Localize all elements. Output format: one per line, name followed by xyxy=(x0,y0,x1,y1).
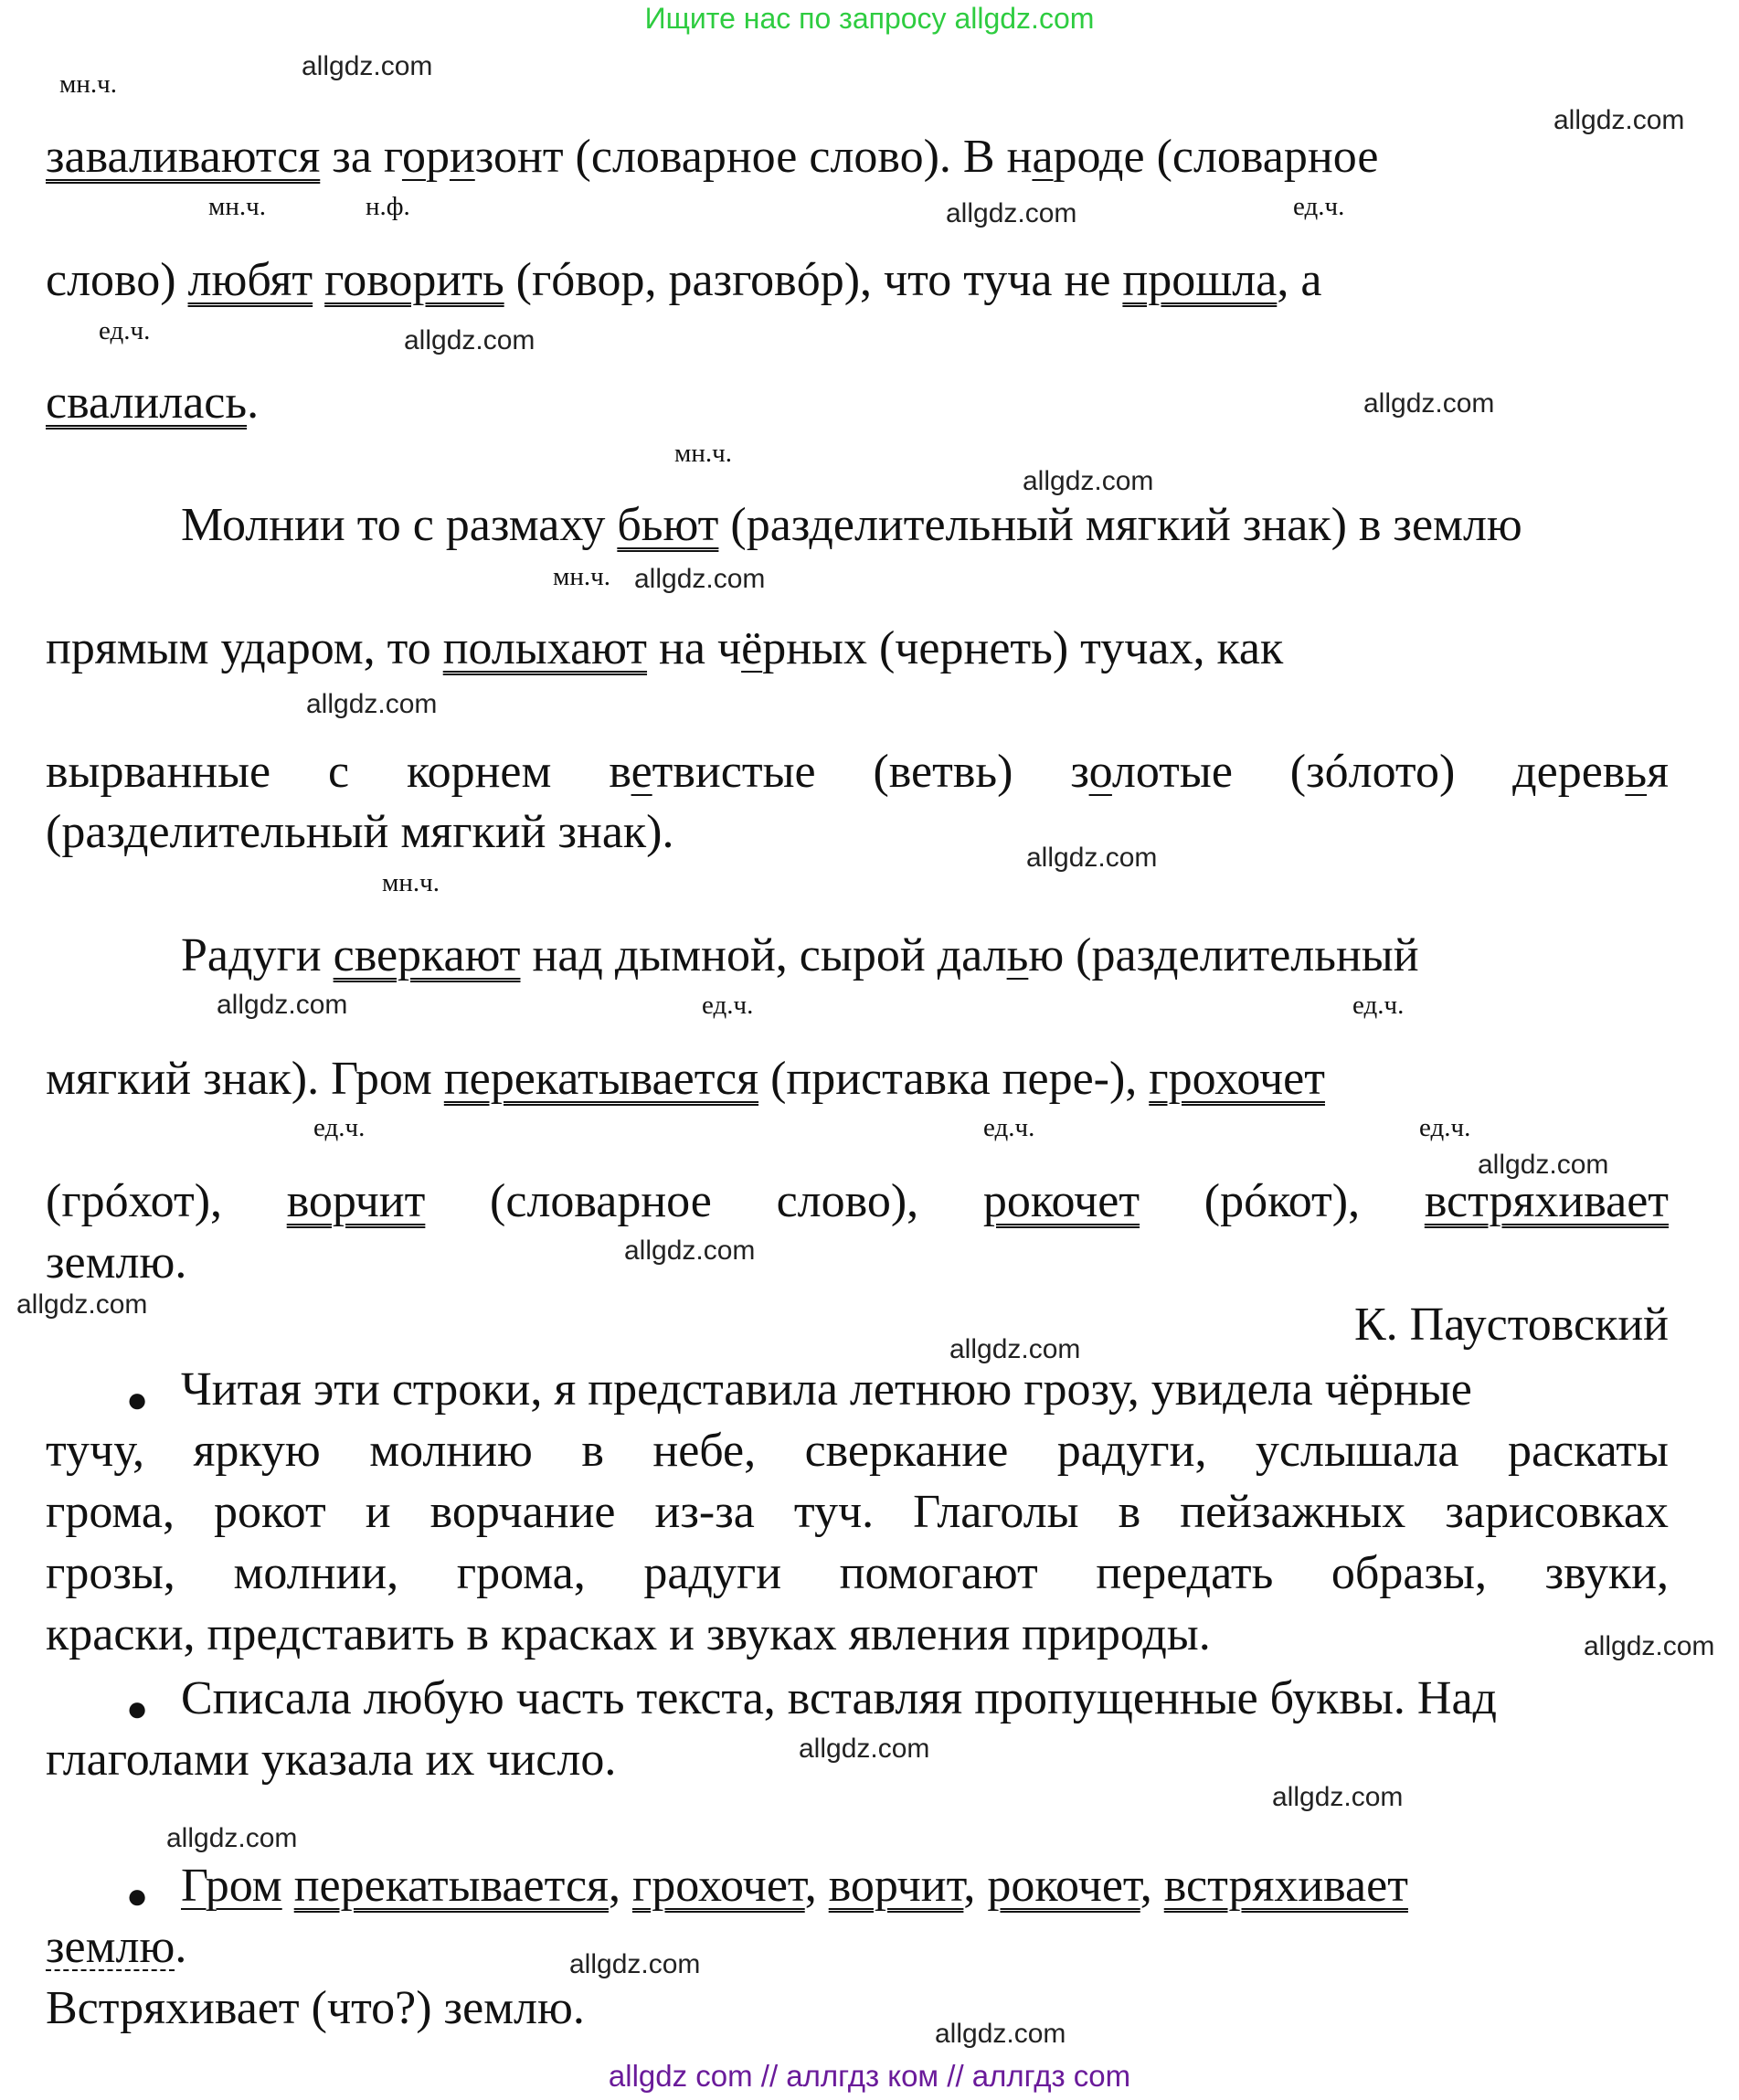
watermark: allgdz.com xyxy=(1553,105,1685,135)
annotation-plural: мн.ч. xyxy=(553,562,610,591)
text-line xyxy=(46,745,1669,800)
watermark: allgdz.com xyxy=(1026,843,1158,873)
text: зонт (словарное слово). В н xyxy=(474,131,1033,183)
text-line: глаголами указала их число. xyxy=(46,1734,617,1786)
watermark: allgdz.com xyxy=(935,2019,1066,2049)
text-line: (разделительный мягкий знак). xyxy=(46,806,674,858)
text xyxy=(282,1860,294,1912)
text: (словарное слово), xyxy=(425,1175,983,1227)
watermark: allgdz.com xyxy=(1478,1150,1609,1180)
text: (рóкот), xyxy=(1140,1175,1425,1227)
text-line xyxy=(181,498,1669,553)
text: , xyxy=(804,1860,829,1912)
bullet-icon: ● xyxy=(126,1688,149,1729)
annotation-singular: ед.ч. xyxy=(1352,991,1405,1020)
spelling-letter: ё xyxy=(741,622,763,674)
verb: перекатывается xyxy=(443,1053,759,1105)
text: за г xyxy=(320,131,402,183)
verb: встряхивает xyxy=(1424,1175,1669,1227)
text: рных (чернеть) тучах, как xyxy=(762,622,1284,674)
verb: грохочет xyxy=(631,1860,805,1912)
watermark: allgdz.com xyxy=(404,325,535,355)
text: ю (разделительный xyxy=(1028,929,1419,981)
text: , а xyxy=(1277,254,1322,306)
spelling-letter: о xyxy=(401,131,426,183)
text-line xyxy=(46,1920,1669,1975)
watermark: allgdz.com xyxy=(949,1334,1081,1364)
text: (грóхот), xyxy=(46,1175,287,1227)
text-line xyxy=(46,130,1669,185)
text: мягкий знак). Гром xyxy=(46,1053,444,1105)
spelling-letter: ь xyxy=(1006,929,1029,981)
verb: свалилась xyxy=(46,377,248,429)
text: (приставка пере-), xyxy=(758,1053,1150,1105)
annotation-plural: мн.ч. xyxy=(382,868,440,897)
bullet-icon: ● xyxy=(126,1379,149,1420)
text-line: грома, рокот и ворчание из-за туч. Глаголы в пейзажных зарисовках xyxy=(46,1486,1669,1538)
text-line xyxy=(46,621,1669,676)
verb: полыхают xyxy=(442,622,648,674)
text-line: краски, представить в красках и звуках явления природы. xyxy=(46,1608,1211,1660)
spelling-letter: а xyxy=(1032,131,1054,183)
text: слово) xyxy=(46,254,188,306)
annotation-plural: мн.ч. xyxy=(674,439,732,468)
watermark: allgdz.com xyxy=(634,564,766,594)
verb: рокочет xyxy=(987,1860,1140,1912)
verb: говорить xyxy=(324,254,504,306)
text: вырванные с корнем в xyxy=(46,746,631,798)
verb: встряхивает xyxy=(1163,1860,1408,1912)
watermark: allgdz.com xyxy=(624,1236,756,1266)
watermark: allgdz.com xyxy=(946,198,1077,228)
annotation-singular: ед.ч. xyxy=(1419,1113,1471,1142)
watermark: allgdz.com xyxy=(1363,388,1495,419)
verb: рокочет xyxy=(982,1175,1140,1227)
watermark: allgdz.com xyxy=(799,1734,930,1764)
verb: бьют xyxy=(617,499,719,551)
text: (гóвор, разговóр), что туча не xyxy=(504,254,1123,306)
text-line: Списала любую часть текста, вставляя пропущенные буквы. Над xyxy=(181,1672,1497,1724)
text: Молнии то с размаху xyxy=(181,499,618,551)
annotation-singular: ед.ч. xyxy=(99,316,151,345)
text: прямым ударом, то xyxy=(46,622,443,674)
text: я xyxy=(1647,746,1669,798)
footer: allgdz com // аллгдз ком // аллгдз com xyxy=(608,2059,1131,2093)
text: (разделительный мягкий знак) в землю xyxy=(718,499,1522,551)
verb: прошла xyxy=(1122,254,1278,306)
text: Радуги xyxy=(181,929,334,981)
verb: любят xyxy=(187,254,313,306)
text xyxy=(313,254,324,306)
watermark: allgdz.com xyxy=(1023,466,1154,496)
annotation-singular: ед.ч. xyxy=(313,1113,366,1142)
spelling-letter: е xyxy=(631,746,652,798)
text-line: тучу, яркую молнию в небе, сверкание радуги, услышала раскаты xyxy=(46,1425,1669,1477)
bullet-icon: ● xyxy=(126,1875,149,1916)
watermark: allgdz.com xyxy=(16,1289,148,1320)
watermark: allgdz.com xyxy=(1272,1782,1404,1812)
watermark: allgdz.com xyxy=(1584,1631,1715,1661)
author: К. Паустовский xyxy=(1353,1299,1669,1351)
text: над дымной, сырой дал xyxy=(520,929,1007,981)
text: на ч xyxy=(647,622,742,674)
annotation-singular: ед.ч. xyxy=(983,1113,1035,1142)
text-line: грозы, молнии, грома, радуги помогают передать образы, звуки, xyxy=(46,1547,1669,1599)
spelling-letter: о xyxy=(1088,746,1112,798)
watermark: allgdz.com xyxy=(569,1949,701,1979)
text-line xyxy=(46,253,1669,308)
verb: заваливаются xyxy=(46,131,321,183)
watermark: allgdz.com xyxy=(302,51,433,81)
annotation-singular: ед.ч. xyxy=(702,991,754,1020)
text: р xyxy=(425,131,450,183)
text: лотые (зóлото) дерев xyxy=(1111,746,1626,798)
watermark: allgdz.com xyxy=(217,990,348,1020)
text-line: Читая эти строки, я представила летнюю грозу, увидела чёрные xyxy=(181,1363,1472,1416)
subject: Гром xyxy=(181,1860,282,1912)
spelling-letter: ь xyxy=(1625,746,1648,798)
text: . xyxy=(175,1921,187,1973)
top-banner: Ищите нас по запросу allgdz.com xyxy=(644,2,1095,35)
text: , xyxy=(1140,1860,1164,1912)
verb: грохочет xyxy=(1149,1053,1325,1105)
annotation-plural: мн.ч. xyxy=(59,69,117,99)
text: , xyxy=(608,1860,632,1912)
text-line xyxy=(181,1859,1669,1914)
watermark: allgdz.com xyxy=(166,1823,298,1853)
annotation-plural: мн.ч. xyxy=(208,192,266,221)
verb: сверкают xyxy=(333,929,521,981)
text-line xyxy=(181,928,1669,983)
text: роде (словарное xyxy=(1053,131,1379,183)
text-line: Встряхивает (что?) землю. xyxy=(46,1982,585,2034)
text-line xyxy=(46,1174,1669,1229)
text-line: землю. xyxy=(46,1236,187,1289)
watermark: allgdz.com xyxy=(306,689,438,719)
text: . xyxy=(247,377,260,429)
annotation-singular: ед.ч. xyxy=(1293,192,1345,221)
text-line xyxy=(46,1052,1669,1107)
verb: ворчит xyxy=(828,1860,964,1912)
verb: перекатывается xyxy=(293,1860,609,1912)
spelling-letter: и xyxy=(449,131,475,183)
text: твистые (ветвь) з xyxy=(652,746,1089,798)
annotation-initial-form: н.ф. xyxy=(366,192,410,221)
verb: ворчит xyxy=(286,1175,426,1227)
object: землю xyxy=(46,1921,175,1973)
text: , xyxy=(963,1860,988,1912)
